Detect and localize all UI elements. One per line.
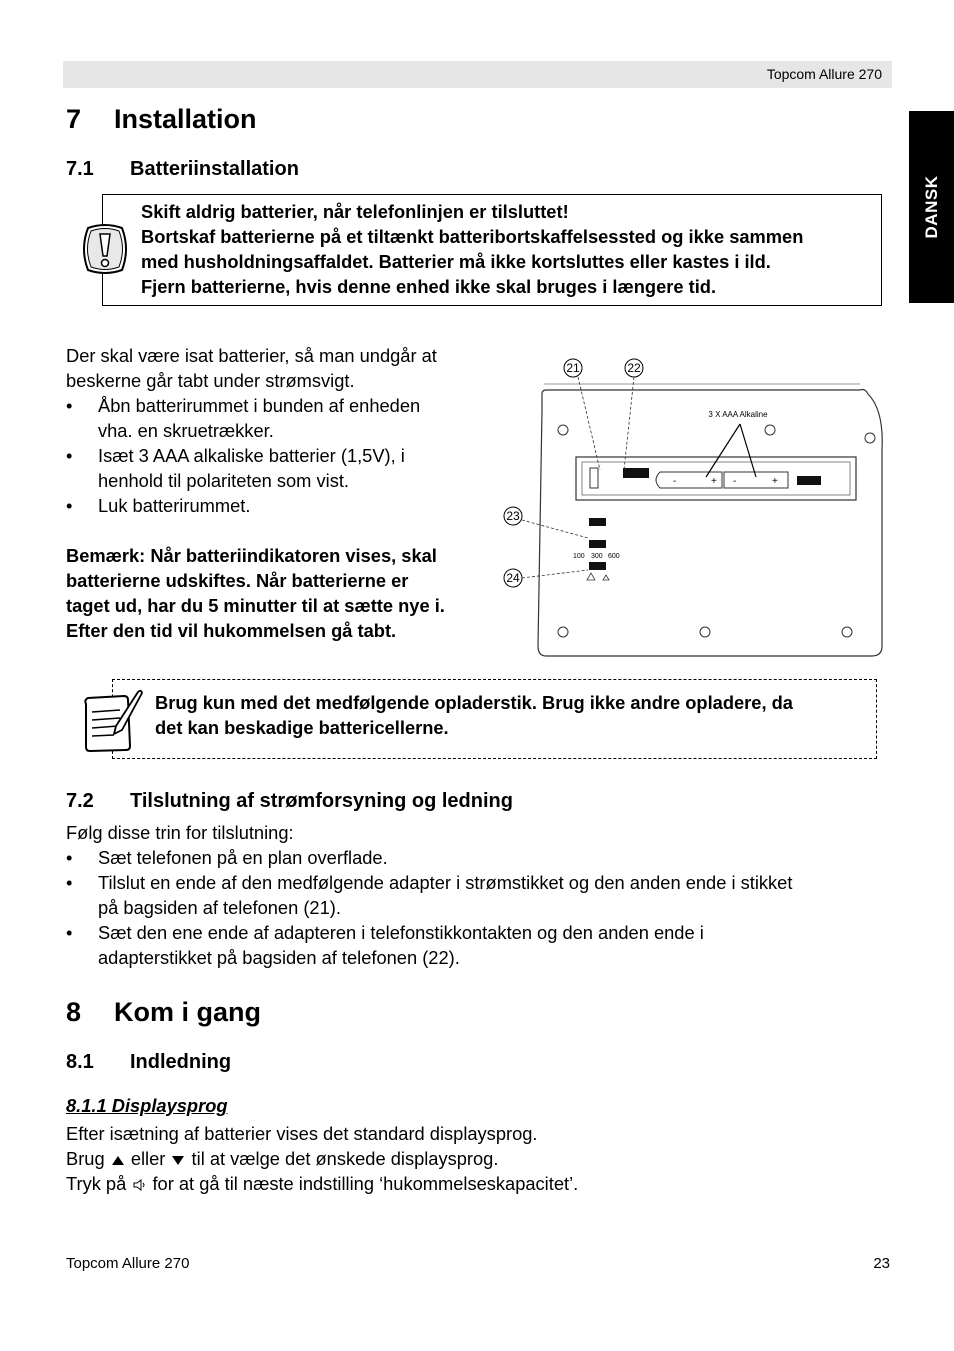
section-7-title: Installation — [114, 104, 257, 134]
down-arrow-icon — [170, 1153, 186, 1167]
language-tab — [909, 111, 954, 303]
contact — [590, 468, 598, 488]
minus-sign: - — [673, 476, 677, 487]
connection-intro: Følg disse trin for tilslutning: — [66, 822, 294, 843]
callout-leader — [624, 377, 634, 470]
screw-hole — [842, 627, 852, 637]
section-8-number: 8 — [66, 997, 82, 1027]
section-7-1-number: 7.1 — [66, 158, 94, 180]
section-8-1-number: 8.1 — [66, 1051, 94, 1073]
section-8-1-1-heading: 8.1.1 Displaysprog — [66, 1095, 228, 1116]
battery-label: 3 X AAA Alkaline — [708, 410, 768, 419]
scale-label: 600 — [608, 553, 620, 560]
connection-steps-list — [66, 845, 886, 970]
screw-hole — [765, 425, 775, 435]
pointer-line — [740, 424, 756, 477]
section-7-2-heading — [66, 790, 513, 813]
up-arrow-icon — [110, 1153, 126, 1167]
display-language-text — [66, 1121, 886, 1196]
warning-line: Fjern batterierne, hvis denne enhed ikke skal bruges i længere tid. — [141, 276, 717, 297]
scale-label: 100 — [573, 553, 585, 560]
callout-leader — [578, 377, 600, 470]
plus-sign: + — [711, 476, 717, 487]
battery-steps-list — [66, 393, 496, 518]
list-item: • Sæt den ene ende af adapteren i telefonstikkontakten og den anden ende i adapterstikket på bagsiden af telefonen (22). — [66, 920, 886, 970]
indicator-block — [589, 562, 606, 570]
header-bar — [63, 61, 892, 88]
page-number: 23 — [873, 1255, 890, 1272]
section-7-2-number: 7.2 — [66, 790, 94, 812]
section-8-heading — [66, 997, 261, 1028]
screw-hole — [558, 425, 568, 435]
scale-label: 300 — [591, 553, 603, 560]
screw-hole — [558, 627, 568, 637]
warning-text — [141, 199, 876, 299]
callout-24: 24 — [506, 571, 520, 585]
list-item: • Tilslut en ende af den medfølgende adapter i strømstikket og den anden ende i stikket på bagsiden af telefonen (21). — [66, 870, 886, 920]
warning-line: med husholdningsaffaldet. Batterier må ikke kortsluttes eller kastes i ild. — [141, 251, 771, 272]
text-line: Efter isætning af batterier vises det standard displaysprog. — [66, 1123, 538, 1144]
battery-instructions — [66, 343, 496, 643]
note-line: det kan beskadige battericellerne. — [155, 717, 449, 738]
list-item: • Åbn batterirummet i bunden af enheden vha. en skruetrækker. — [66, 393, 496, 443]
battery-compartment-diagram — [500, 350, 890, 662]
section-7-1-heading — [66, 158, 299, 181]
section-8-title: Kom i gang — [114, 997, 261, 1027]
bell-icon — [587, 573, 595, 580]
section-7-1-title: Batteriinstallation — [130, 158, 299, 180]
indicator-block — [589, 518, 606, 526]
section-7-number: 7 — [66, 104, 82, 134]
footer-product: Topcom Allure 270 — [66, 1255, 190, 1272]
section-8-1-heading — [66, 1051, 231, 1074]
note-text — [155, 690, 865, 740]
section-7-2-title: Tilslutning af strømforsyning og ledning — [130, 790, 513, 812]
screw-hole — [700, 627, 710, 637]
list-item: • Sæt telefonen på en plan overflade. — [66, 845, 886, 870]
callout-leader — [522, 520, 588, 538]
speaker-icon — [131, 1177, 147, 1193]
plus-sign: + — [772, 476, 778, 487]
section-8-1-title: Indledning — [130, 1051, 232, 1073]
warning-line: Skift aldrig batterier, når telefonlinjen er tilsluttet! — [141, 201, 569, 222]
pointer-line — [706, 424, 740, 477]
intro-line: Der skal være isat batterier, så man undgår at — [66, 345, 437, 366]
section-7-heading — [66, 104, 257, 135]
text-line: Tryk på for at gå til næste indstilling ‘hukommelseskapacitet’. — [66, 1173, 579, 1194]
callout-22: 22 — [627, 361, 641, 375]
minus-sign: - — [733, 476, 737, 487]
exclamation-warning-icon — [78, 222, 132, 276]
bell-icon — [603, 575, 609, 580]
power-jack — [623, 468, 649, 478]
language-tab-label: DANSK — [921, 175, 941, 239]
connection-instructions — [66, 820, 886, 970]
screw-hole — [865, 433, 875, 443]
callout-23: 23 — [506, 509, 520, 523]
callout-leader — [522, 570, 588, 578]
text-line: Brug eller til at vælge det ønskede displaysprog. — [66, 1148, 499, 1169]
indicator-block — [589, 540, 606, 548]
callout-21: 21 — [566, 361, 580, 375]
intro-line: beskerne går tabt under strømsvigt. — [66, 370, 355, 391]
contact-block — [797, 476, 821, 485]
list-item: • Luk batterirummet. — [66, 493, 496, 518]
remark-text: Bemærk: Når batteriindikatoren vises, skal batterierne udskiftes. Når batterierne er taget ud, har du 5 minutter til at sætte nye i. Efter den tid vil hukommelsen gå tabt. — [66, 545, 445, 641]
note-line: Brug kun med det medfølgende opladerstik. Brug ikke andre opladere, da — [155, 692, 793, 713]
list-item: • Isæt 3 AAA alkaliske batterier (1,5V), i henhold til polariteten som vist. — [66, 443, 496, 493]
note-pen-icon — [80, 686, 144, 754]
header-title: Topcom Allure 270 — [766, 66, 882, 82]
warning-line: Bortskaf batterierne på et tiltænkt batteribortskaffelsessted og ikke sammen — [141, 226, 804, 247]
